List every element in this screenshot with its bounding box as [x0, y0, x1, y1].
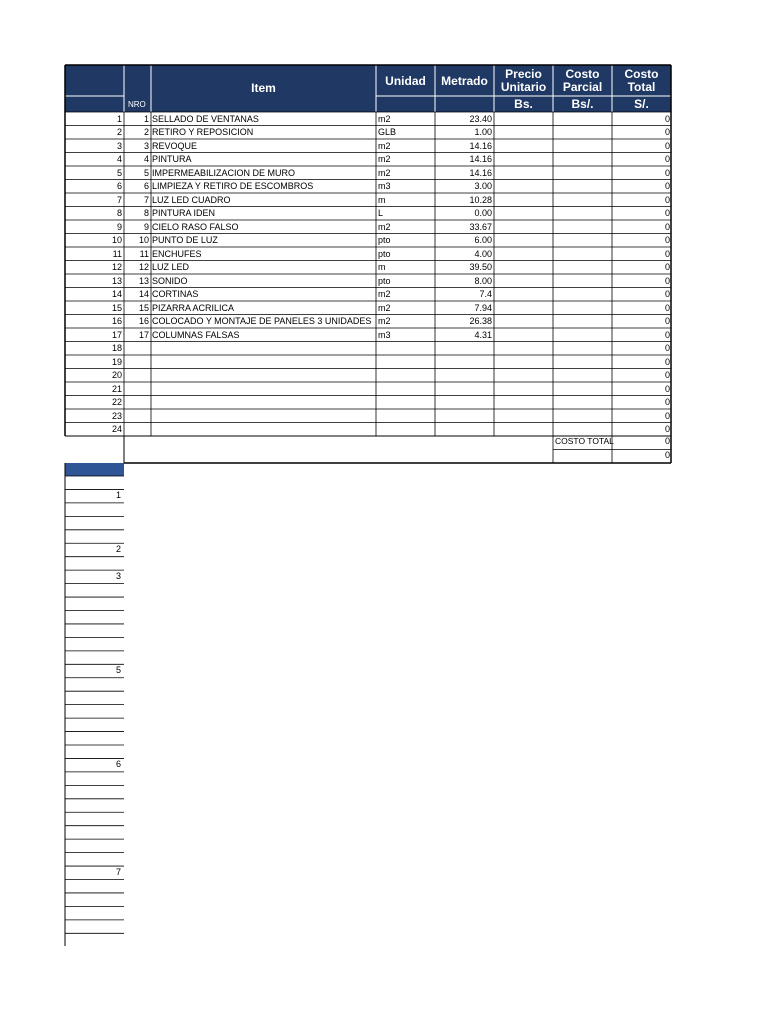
row-item: REVOQUE [152, 140, 198, 151]
header-bs: Bs. [514, 97, 533, 111]
lower-label: 1 [115, 490, 121, 501]
row-item: PINTURA IDEN [152, 208, 216, 218]
row-costo-total: 0 [664, 356, 670, 367]
row-costo-total: 0 [664, 208, 670, 218]
header-nro: NRO [128, 100, 146, 109]
row-item: SELLADO DE VENTANAS [152, 113, 259, 124]
row-item: PINTURA [152, 154, 192, 164]
row-index: 13 [111, 275, 122, 286]
row-costo-total: 0 [664, 127, 670, 137]
row-nro: 6 [143, 181, 149, 191]
row-costo-total: 0 [664, 140, 670, 151]
row-index: 8 [116, 208, 122, 218]
row-nro: 11 [139, 248, 149, 259]
row-metrado: 8.00 [474, 275, 492, 286]
row-metrado: 7.94 [474, 302, 492, 313]
extra-total-value: 0 [664, 450, 670, 460]
row-metrado: 3.00 [474, 181, 492, 191]
row-unidad: m2 [378, 154, 391, 164]
row-unidad: pto [378, 248, 391, 259]
row-item: LIMPIEZA Y RETIRO DE ESCOMBROS [152, 181, 314, 191]
row-item: CIELO RASO FALSO [152, 221, 239, 232]
row-costo-total: 0 [664, 181, 670, 191]
row-costo-total: 0 [664, 262, 670, 272]
row-metrado: 39.50 [469, 262, 492, 272]
row-costo-total: 0 [664, 343, 670, 353]
row-costo-total: 0 [664, 397, 670, 407]
row-index: 11 [112, 248, 122, 259]
row-index: 16 [111, 316, 122, 326]
row-costo-total: 0 [664, 275, 670, 286]
row-index: 19 [111, 356, 122, 367]
row-nro: 2 [143, 127, 149, 137]
row-unidad: pto [378, 275, 391, 286]
row-unidad: m [378, 194, 386, 205]
row-metrado: 4.00 [474, 248, 492, 259]
row-index: 21 [111, 383, 122, 394]
row-item: COLOCADO Y MONTAJE DE PANELES 3 UNIDADES [152, 316, 372, 326]
row-unidad: m2 [378, 167, 391, 178]
row-unidad: GLB [378, 127, 397, 137]
row-item: SONIDO [152, 275, 188, 286]
row-metrado: 0.00 [474, 208, 492, 218]
row-metrado: 14.16 [469, 140, 492, 151]
row-unidad: m [378, 262, 386, 272]
row-nro: 13 [138, 275, 149, 286]
header-item: Item [251, 80, 276, 95]
header-precio-unitario: Precio Unitario [500, 67, 547, 94]
row-unidad: m3 [378, 329, 391, 340]
row-unidad: m3 [378, 181, 391, 191]
row-costo-total: 0 [664, 113, 670, 124]
header-costo-parcial: Costo Parcial [562, 67, 603, 94]
header-costo-total: Costo Total [624, 67, 659, 94]
row-nro: 3 [143, 140, 149, 151]
row-costo-total: 0 [664, 410, 670, 421]
row-costo-total: 0 [664, 383, 670, 394]
row-index: 18 [111, 343, 122, 353]
row-index: 15 [111, 302, 122, 313]
lower-label: 3 [115, 571, 121, 582]
row-index: 4 [116, 154, 122, 164]
lower-label: 5 [115, 665, 121, 676]
costo-total-label: COSTO TOTAL [555, 436, 614, 446]
row-costo-total: 0 [664, 235, 670, 245]
row-costo-total: 0 [664, 302, 670, 313]
row-index: 9 [116, 221, 122, 232]
row-unidad: m2 [378, 140, 391, 151]
row-unidad: m2 [378, 221, 391, 232]
row-costo-total: 0 [664, 221, 670, 232]
row-item: RETIRO Y REPOSICION [152, 127, 254, 137]
row-index: 20 [111, 370, 122, 380]
row-index: 2 [116, 127, 122, 137]
row-index: 22 [111, 397, 122, 407]
row-metrado: 1.00 [474, 127, 492, 137]
row-nro: 16 [138, 316, 149, 326]
row-nro: 10 [138, 235, 149, 245]
row-index: 12 [111, 262, 122, 272]
row-nro: 7 [143, 194, 149, 205]
row-costo-total: 0 [664, 329, 670, 340]
costo-total-value: 0 [664, 436, 670, 446]
row-costo-total: 0 [664, 167, 670, 178]
lower-label: 2 [115, 544, 121, 555]
row-metrado: 4.31 [474, 329, 492, 340]
lower-header-fill [65, 463, 124, 476]
row-nro: 4 [143, 154, 149, 164]
header-metrado: Metrado [441, 73, 488, 88]
row-item: LUZ LED CUADRO [152, 194, 231, 205]
row-unidad: L [378, 208, 384, 218]
row-nro: 8 [143, 208, 149, 218]
row-unidad: pto [378, 235, 391, 245]
row-metrado: 14.16 [469, 167, 492, 178]
row-metrado: 6.00 [474, 235, 492, 245]
row-metrado: 14.16 [469, 154, 492, 164]
row-index: 5 [116, 167, 122, 178]
row-item: COLUMNAS FALSAS [152, 329, 240, 340]
row-costo-total: 0 [664, 194, 670, 205]
row-index: 7 [116, 194, 122, 205]
row-index: 3 [116, 140, 122, 151]
row-nro: 9 [143, 221, 149, 232]
row-metrado: 7.4 [479, 289, 492, 299]
row-index: 14 [111, 289, 122, 299]
header-unidad: Unidad [385, 73, 426, 88]
header-bs-slash: Bs/. [571, 97, 594, 111]
row-costo-total: 0 [664, 154, 670, 164]
row-unidad: m2 [378, 316, 391, 326]
row-costo-total: 0 [664, 289, 670, 299]
header-soles: S/. [634, 97, 649, 111]
row-costo-total: 0 [664, 424, 670, 434]
row-metrado: 26.38 [469, 316, 492, 326]
row-unidad: m2 [378, 289, 391, 299]
row-item: PIZARRA ACRILICA [152, 302, 235, 313]
row-item: IMPERMEABILIZACION DE MURO [152, 167, 296, 178]
row-costo-total: 0 [664, 370, 670, 380]
row-nro: 17 [138, 329, 149, 340]
row-nro: 5 [143, 167, 149, 178]
row-metrado: 10.28 [469, 194, 492, 205]
row-metrado: 23.40 [469, 113, 492, 124]
lower-label: 7 [115, 867, 121, 878]
row-unidad: m2 [378, 113, 391, 124]
row-index: 17 [111, 329, 122, 340]
row-costo-total: 0 [664, 316, 670, 326]
row-nro: 14 [138, 289, 149, 299]
row-item: ENCHUFES [152, 248, 202, 259]
row-index: 6 [116, 181, 122, 191]
row-nro: 12 [138, 262, 149, 272]
row-item: LUZ LED [152, 262, 190, 272]
row-index: 23 [111, 410, 122, 421]
row-costo-total: 0 [664, 248, 670, 259]
row-item: PUNTO DE LUZ [152, 235, 218, 245]
row-unidad: m2 [378, 302, 391, 313]
lower-label: 6 [115, 759, 121, 770]
row-item: CORTINAS [152, 289, 199, 299]
row-index: 1 [116, 113, 122, 124]
row-nro: 1 [143, 113, 149, 124]
row-index: 10 [111, 235, 122, 245]
row-nro: 15 [138, 302, 149, 313]
row-index: 24 [111, 424, 122, 434]
row-metrado: 33.67 [469, 221, 492, 232]
